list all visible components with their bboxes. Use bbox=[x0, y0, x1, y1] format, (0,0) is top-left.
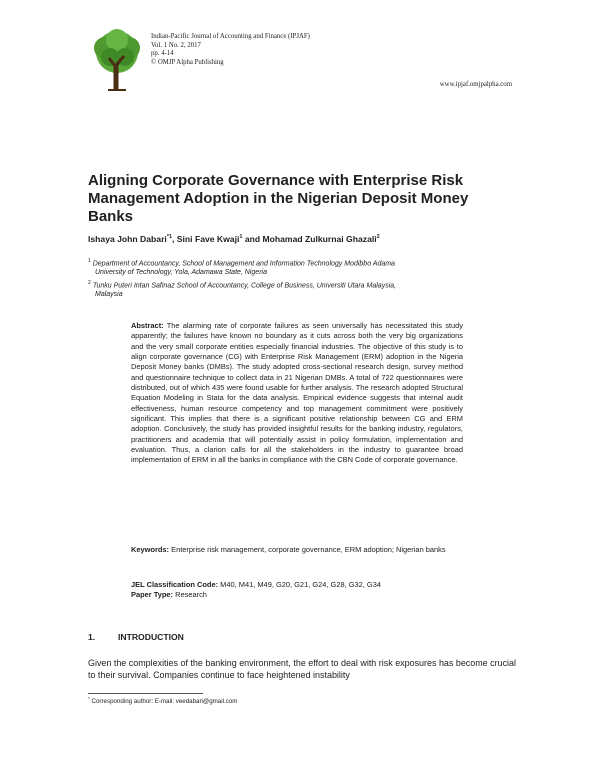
affiliation-1 bbox=[88, 257, 508, 277]
footnote-mark: * bbox=[88, 696, 90, 701]
affiliation-text: Department of Accountancy, School of Management and Information Technology Modibbo Adama bbox=[92, 260, 395, 268]
keywords-text: Enterprise risk management, corporate governance, ERM adoption; Nigerian banks bbox=[171, 545, 446, 554]
author-affiliation-mark: 2 bbox=[376, 234, 380, 241]
journal-name: Indian-Pacific Journal of Accounting and Finance (IPJAF) bbox=[151, 33, 310, 40]
affiliation-text: University of Technology, Yola, Adamawa State, Nigeria bbox=[95, 269, 267, 277]
author-affiliation-mark: 1 bbox=[239, 234, 243, 241]
author-name: Ishaya John Dabari bbox=[88, 234, 167, 244]
author-affiliation-mark: *1 bbox=[166, 234, 173, 241]
tree-logo-icon bbox=[88, 28, 146, 92]
author-name: Mohamad Zulkurnai Ghazali bbox=[262, 234, 377, 244]
section-number: 1. bbox=[88, 632, 96, 642]
author-separator: and bbox=[242, 234, 263, 244]
paper-type bbox=[131, 590, 463, 600]
abstract-text: The alarming rate of corporate failures as seen universally has necessitated this study apparently; the failures have known no boundary as it cuts across both the very big organizations and the very small corporate entities especially financial industries. The objective of this study is to align corporate governance (CG) with Enterprise Risk Management (ERM) adoption in the Nigeria Deposit Money banks (DMBs). The study adopted cross-sectional research design, survey method and questionnaire technique to collect data in 21 Nigerian DMBs. A total of 722 questionnaires were distributed, out of which 435 were found usable for further analysis. The research adopted Structural Equation Modeling in Stata for the data analysis. Empirical evidence suggests that internal audit effectiveness, human resource competency and top management commitment were positively significant. This implies that there is a significant positive relationship between CG and ERM adoption. Conclusively, the study has provided insightful results for the banking industry, regulators, practitioners and academia that will potentially assist in policy formulation, implementation and evaluation. Thus, a clarion calls for all the stakeholders in the industry to guarantee broad implementation of ERM in all the banks in compliance with the CBN Code of corporate governance. bbox=[131, 321, 463, 465]
jel-label: JEL Classification Code: bbox=[131, 580, 219, 589]
author-name: Sini Fave Kwaji bbox=[176, 234, 240, 244]
journal-website-link[interactable]: www.ipjaf.omjpalpha.com bbox=[439, 81, 512, 88]
jel-text: M40, M41, M49, G20, G21, G24, G28, G32, G34 bbox=[220, 580, 381, 589]
journal-publisher: © OMJP Alpha Publishing bbox=[151, 58, 224, 66]
jel-classification bbox=[131, 580, 463, 590]
keywords-label: Keywords: bbox=[131, 545, 170, 554]
footnote-text: Corresponding author: E-mail: veedabari@gmail.com bbox=[91, 698, 238, 706]
affiliation-mark: 2 bbox=[88, 280, 91, 286]
paper-type-text: Research bbox=[175, 590, 207, 599]
footnote-divider bbox=[88, 693, 203, 694]
keywords bbox=[131, 545, 463, 555]
footnote bbox=[88, 696, 237, 705]
author-list bbox=[88, 234, 518, 244]
paper-type-label: Paper Type: bbox=[131, 590, 174, 599]
affiliation-text: Malaysia bbox=[95, 291, 123, 299]
affiliation-2 bbox=[88, 279, 508, 299]
introduction-paragraph: Given the complexities of the banking environment, the effort to deal with risk exposures has become crucial to their survival. Companies continue to face heightened instability bbox=[88, 658, 516, 680]
section-title: INTRODUCTION bbox=[118, 632, 184, 642]
author-separator: , bbox=[172, 234, 177, 244]
section-heading-introduction bbox=[88, 632, 184, 642]
abstract-label: Abstract: bbox=[131, 321, 164, 330]
paper-title: Aligning Corporate Governance with Enterprise Risk Management Adoption in the Nigerian Deposit Money Banks bbox=[88, 172, 469, 225]
journal-info bbox=[151, 33, 310, 67]
journal-volume: Vol. 1 No. 2, 2017 bbox=[151, 41, 201, 49]
abstract bbox=[131, 321, 463, 466]
journal-pages: pp. 4-14 bbox=[151, 50, 174, 58]
affiliation-text: Tunku Puteri Intan Safinaz School of Accountancy, College of Business, Universiti Utara Malaysia, bbox=[92, 282, 397, 290]
affiliation-mark: 1 bbox=[88, 258, 91, 264]
